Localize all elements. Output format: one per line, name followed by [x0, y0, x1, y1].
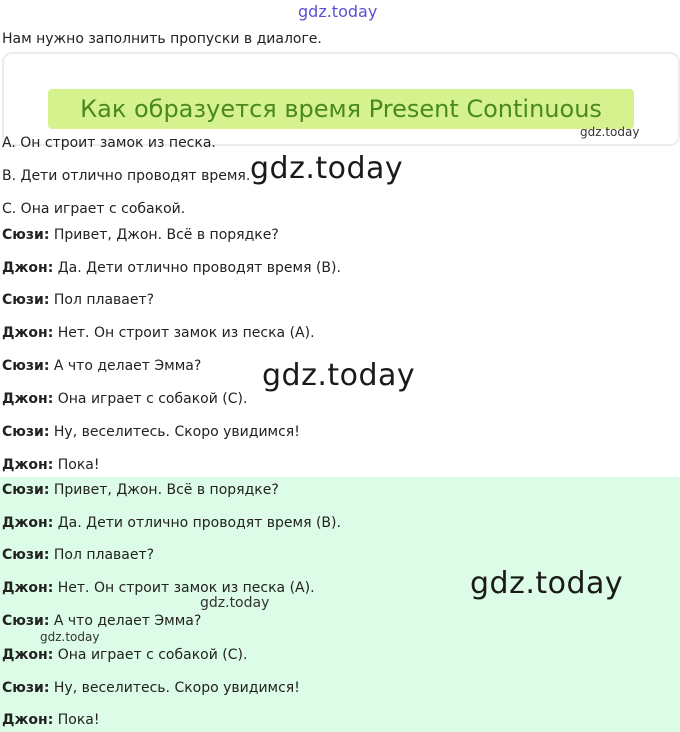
speaker-name: Джон: — [2, 260, 54, 276]
dialogue-text: Да. Дети отлично проводят время (B). — [53, 260, 341, 276]
speaker-name: Джон: — [2, 712, 54, 728]
topic-banner[interactable]: Как образуется время Present Continuous — [48, 89, 634, 129]
intro-text: Нам нужно заполнить пропуски в диалоге. — [2, 31, 322, 47]
dialogue-text: Пока! — [53, 457, 100, 473]
speaker-name: Сюзи: — [2, 358, 50, 374]
answer-text: Привет, Джон. Всё в порядке? — [49, 482, 279, 498]
answer-text: Пол плавает? — [49, 547, 155, 563]
watermark-top: gdz.today — [298, 2, 378, 21]
watermark-small: gdz.today — [200, 595, 270, 611]
dialogue-line — [2, 227, 279, 243]
speaker-name: Сюзи: — [2, 482, 50, 498]
dialogue-line — [2, 391, 247, 407]
speaker-name: Сюзи: — [2, 292, 50, 308]
watermark-large: gdz.today — [250, 151, 404, 186]
answer-line — [2, 482, 279, 498]
speaker-name: Джон: — [2, 457, 54, 473]
answer-line — [2, 712, 100, 728]
answer-line — [2, 680, 300, 696]
watermark-small: gdz.today — [40, 630, 100, 644]
dialogue-text: Нет. Он строит замок из песка (A). — [53, 325, 315, 341]
speaker-name: Джон: — [2, 647, 54, 663]
speaker-name: Сюзи: — [2, 680, 50, 696]
dialogue-line — [2, 424, 300, 440]
answer-text: Пока! — [53, 712, 100, 728]
answer-line — [2, 647, 247, 663]
option-c: C. Она играет с собакой. — [2, 201, 186, 217]
dialogue-text: Привет, Джон. Всё в порядке? — [49, 227, 279, 243]
dialogue-text: Ну, веселитесь. Скоро увидимся! — [49, 424, 300, 440]
answer-text: Нет. Он строит замок из песка (A). — [53, 580, 315, 596]
dialogue-line — [2, 325, 315, 341]
dialogue-line — [2, 457, 100, 473]
dialogue-line — [2, 358, 201, 374]
answer-text: Ну, веселитесь. Скоро увидимся! — [49, 680, 300, 696]
answer-line — [2, 515, 341, 531]
watermark-small: gdz.today — [580, 125, 640, 139]
answer-text: Она играет с собакой (C). — [53, 647, 248, 663]
dialogue-text: Пол плавает? — [49, 292, 155, 308]
dialogue-text: Она играет с собакой (C). — [53, 391, 248, 407]
answer-line — [2, 613, 201, 629]
speaker-name: Джон: — [2, 580, 54, 596]
speaker-name: Сюзи: — [2, 613, 50, 629]
option-a: A. Он строит замок из песка. — [2, 135, 216, 151]
dialogue-text: А что делает Эмма? — [49, 358, 202, 374]
answer-line — [2, 580, 315, 596]
answer-text: А что делает Эмма? — [49, 613, 202, 629]
speaker-name: Джон: — [2, 391, 54, 407]
speaker-name: Сюзи: — [2, 424, 50, 440]
speaker-name: Сюзи: — [2, 547, 50, 563]
speaker-name: Сюзи: — [2, 227, 50, 243]
speaker-name: Джон: — [2, 515, 54, 531]
watermark-large: gdz.today — [470, 566, 624, 601]
answer-line — [2, 547, 154, 563]
answer-text: Да. Дети отлично проводят время (B). — [53, 515, 341, 531]
watermark-large: gdz.today — [262, 358, 416, 393]
dialogue-line — [2, 292, 154, 308]
option-b: B. Дети отлично проводят время. — [2, 168, 251, 184]
speaker-name: Джон: — [2, 325, 54, 341]
dialogue-line — [2, 260, 341, 276]
